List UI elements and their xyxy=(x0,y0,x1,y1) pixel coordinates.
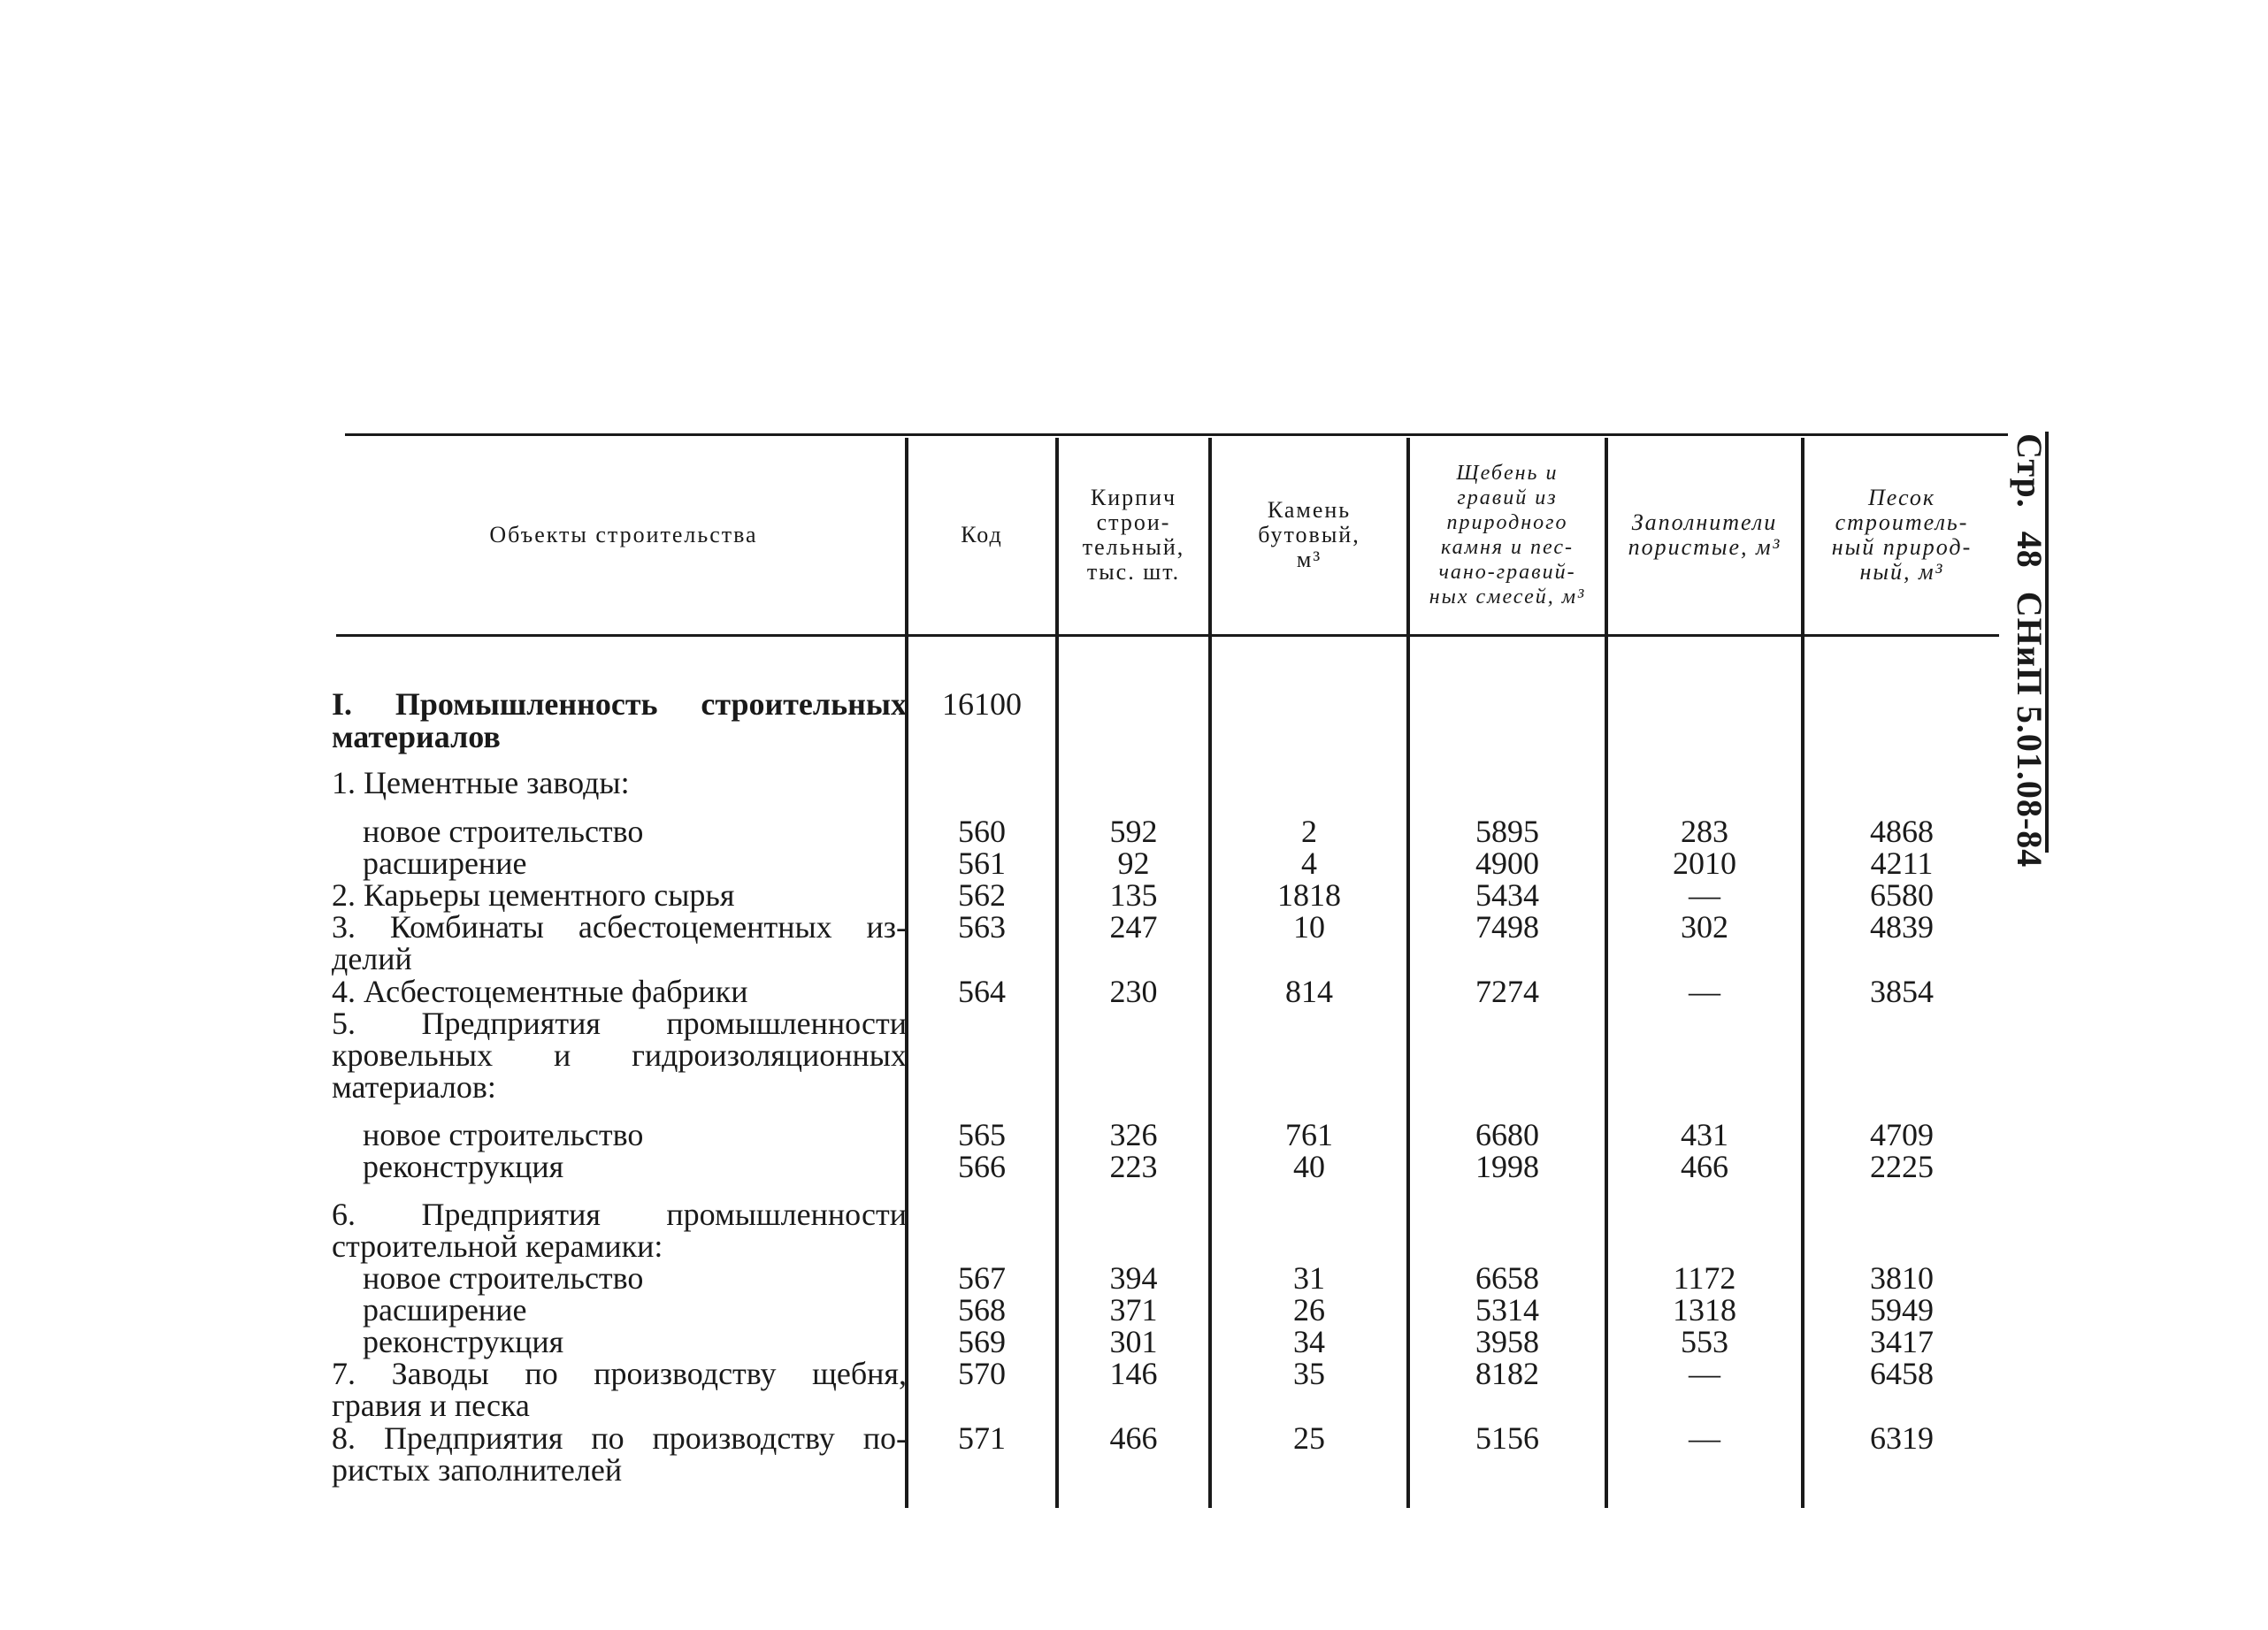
document-code: СНиП 5.01.08-84 xyxy=(2010,591,2050,869)
cell-gravel: 7498 xyxy=(1475,909,1539,945)
cell-gravel: 5434 xyxy=(1475,877,1539,913)
row-label: 7. Заводы по производству щебня, xyxy=(332,1356,907,1391)
cell-gravel: 6658 xyxy=(1475,1260,1539,1296)
cell-sand: 6319 xyxy=(1870,1420,1934,1456)
cell-brick: 146 xyxy=(1109,1356,1158,1391)
cell-sand: 6580 xyxy=(1870,877,1934,913)
header-sand: Песок строитель- ный природ- ный, м³ xyxy=(1831,485,1973,585)
cell-code: 569 xyxy=(958,1324,1006,1359)
row-label-cont: делий xyxy=(332,941,412,976)
row-label: I. Промышленность строительных материалов xyxy=(332,686,907,754)
cell-brick: 135 xyxy=(1109,877,1158,913)
cell-code: 560 xyxy=(958,814,1006,849)
cell-brick: 92 xyxy=(1117,846,1150,881)
cell-stone: 40 xyxy=(1293,1149,1325,1184)
cell-brick: 592 xyxy=(1109,814,1158,849)
row-label: 3. Комбинаты асбестоцементных из- xyxy=(332,909,907,945)
cell-stone: 10 xyxy=(1293,909,1325,945)
cell-fillers: 283 xyxy=(1681,814,1728,849)
row-label: новое строительство xyxy=(363,1260,644,1296)
cell-sand: 3417 xyxy=(1870,1324,1934,1359)
cell-stone: 35 xyxy=(1293,1356,1325,1391)
cell-code: 571 xyxy=(958,1420,1006,1456)
page-number: 48 xyxy=(2010,531,2050,569)
cell-stone: 26 xyxy=(1293,1292,1325,1328)
cell-fillers: 1172 xyxy=(1673,1260,1736,1296)
cell-brick: 223 xyxy=(1109,1149,1158,1184)
cell-gravel: 5895 xyxy=(1475,814,1539,849)
cell-fillers: — xyxy=(1689,974,1720,1009)
page-label: Стр. xyxy=(2010,433,2050,509)
cell-gravel: 6680 xyxy=(1475,1117,1539,1152)
cell-sand: 4868 xyxy=(1870,814,1934,849)
cell-sand: 6458 xyxy=(1870,1356,1934,1391)
cell-gravel: 3958 xyxy=(1475,1324,1539,1359)
cell-fillers: 466 xyxy=(1681,1149,1728,1184)
cell-gravel: 1998 xyxy=(1475,1149,1539,1184)
cell-sand: 4709 xyxy=(1870,1117,1934,1152)
cell-code: 570 xyxy=(958,1356,1006,1391)
row-label: расширение xyxy=(363,846,527,881)
row-label-cont: материалов: xyxy=(332,1069,496,1105)
cell-brick: 247 xyxy=(1109,909,1158,945)
cell-gravel: 5156 xyxy=(1475,1420,1539,1456)
table-top-rule xyxy=(345,433,2008,436)
header-code: Код xyxy=(961,522,1003,547)
cell-fillers: 302 xyxy=(1681,909,1728,945)
cell-gravel: 8182 xyxy=(1475,1356,1539,1391)
cell-code: 16100 xyxy=(942,686,1022,722)
header-gravel: Щебень и гравий из природного камня и пес- чано-гравий- ных смесей, м³ xyxy=(1429,462,1586,608)
cell-brick: 466 xyxy=(1109,1420,1158,1456)
cell-fillers: — xyxy=(1689,877,1720,913)
cell-sand: 5949 xyxy=(1870,1292,1934,1328)
cell-brick: 326 xyxy=(1109,1117,1158,1152)
cell-fillers: — xyxy=(1689,1420,1720,1456)
cell-code: 567 xyxy=(958,1260,1006,1296)
cell-fillers: 1318 xyxy=(1673,1292,1736,1328)
running-header xyxy=(2004,433,2057,869)
cell-gravel: 5314 xyxy=(1475,1292,1539,1328)
cell-gravel: 4900 xyxy=(1475,846,1539,881)
cell-code: 566 xyxy=(958,1149,1006,1184)
cell-stone: 2 xyxy=(1301,814,1317,849)
row-label: новое строительство xyxy=(363,814,644,849)
row-label: 2. Карьеры цементного сырья xyxy=(332,877,735,913)
cell-stone: 4 xyxy=(1301,846,1317,881)
cell-fillers: 2010 xyxy=(1673,846,1736,881)
cell-stone: 1818 xyxy=(1277,877,1341,913)
row-label-cont: кровельных и гидроизоляционных xyxy=(332,1037,907,1073)
cell-code: 563 xyxy=(958,909,1006,945)
table-header-rule xyxy=(336,634,1999,637)
cell-brick: 301 xyxy=(1109,1324,1158,1359)
cell-stone: 761 xyxy=(1285,1117,1333,1152)
row-label-cont: гравия и песка xyxy=(332,1388,530,1423)
cell-brick: 230 xyxy=(1109,974,1158,1009)
row-label: реконструкция xyxy=(363,1149,564,1184)
cell-code: 562 xyxy=(958,877,1006,913)
cell-sand: 4211 xyxy=(1870,846,1934,881)
cell-sand: 4839 xyxy=(1870,909,1934,945)
header-objects: Объекты строительства xyxy=(489,522,758,547)
row-label-cont: строительной керамики: xyxy=(332,1228,663,1264)
row-label: 4. Асбестоцементные фабрики xyxy=(332,974,748,1009)
cell-stone: 814 xyxy=(1285,974,1333,1009)
cell-sand: 3810 xyxy=(1870,1260,1934,1296)
row-label: 5. Предприятия промышленности xyxy=(332,1006,907,1041)
cell-code: 561 xyxy=(958,846,1006,881)
cell-sand: 3854 xyxy=(1870,974,1934,1009)
row-label: 8. Предприятия по производству по- xyxy=(332,1420,907,1456)
cell-code: 568 xyxy=(958,1292,1006,1328)
cell-stone: 34 xyxy=(1293,1324,1325,1359)
row-label: расширение xyxy=(363,1292,527,1328)
cell-sand: 2225 xyxy=(1870,1149,1934,1184)
cell-brick: 394 xyxy=(1109,1260,1158,1296)
cell-code: 564 xyxy=(958,974,1006,1009)
cell-gravel: 7274 xyxy=(1475,974,1539,1009)
row-label: реконструкция xyxy=(363,1324,564,1359)
row-label-cont: ристых заполнителей xyxy=(332,1452,623,1488)
cell-fillers: 431 xyxy=(1681,1117,1728,1152)
cell-fillers: — xyxy=(1689,1356,1720,1391)
row-label: новое строительство xyxy=(363,1117,644,1152)
row-label: 6. Предприятия промышленности xyxy=(332,1197,907,1232)
cell-stone: 31 xyxy=(1293,1260,1325,1296)
header-brick: Кирпич строи- тельный, тыс. шт. xyxy=(1082,485,1185,585)
row-label: 1. Цементные заводы: xyxy=(332,765,630,800)
cell-stone: 25 xyxy=(1293,1420,1325,1456)
cell-code: 565 xyxy=(958,1117,1006,1152)
header-fillers: Заполнители пористые, м³ xyxy=(1628,509,1781,560)
header-stone: Камень бутовый, м³ xyxy=(1258,497,1360,572)
cell-brick: 371 xyxy=(1109,1292,1158,1328)
cell-fillers: 553 xyxy=(1681,1324,1728,1359)
